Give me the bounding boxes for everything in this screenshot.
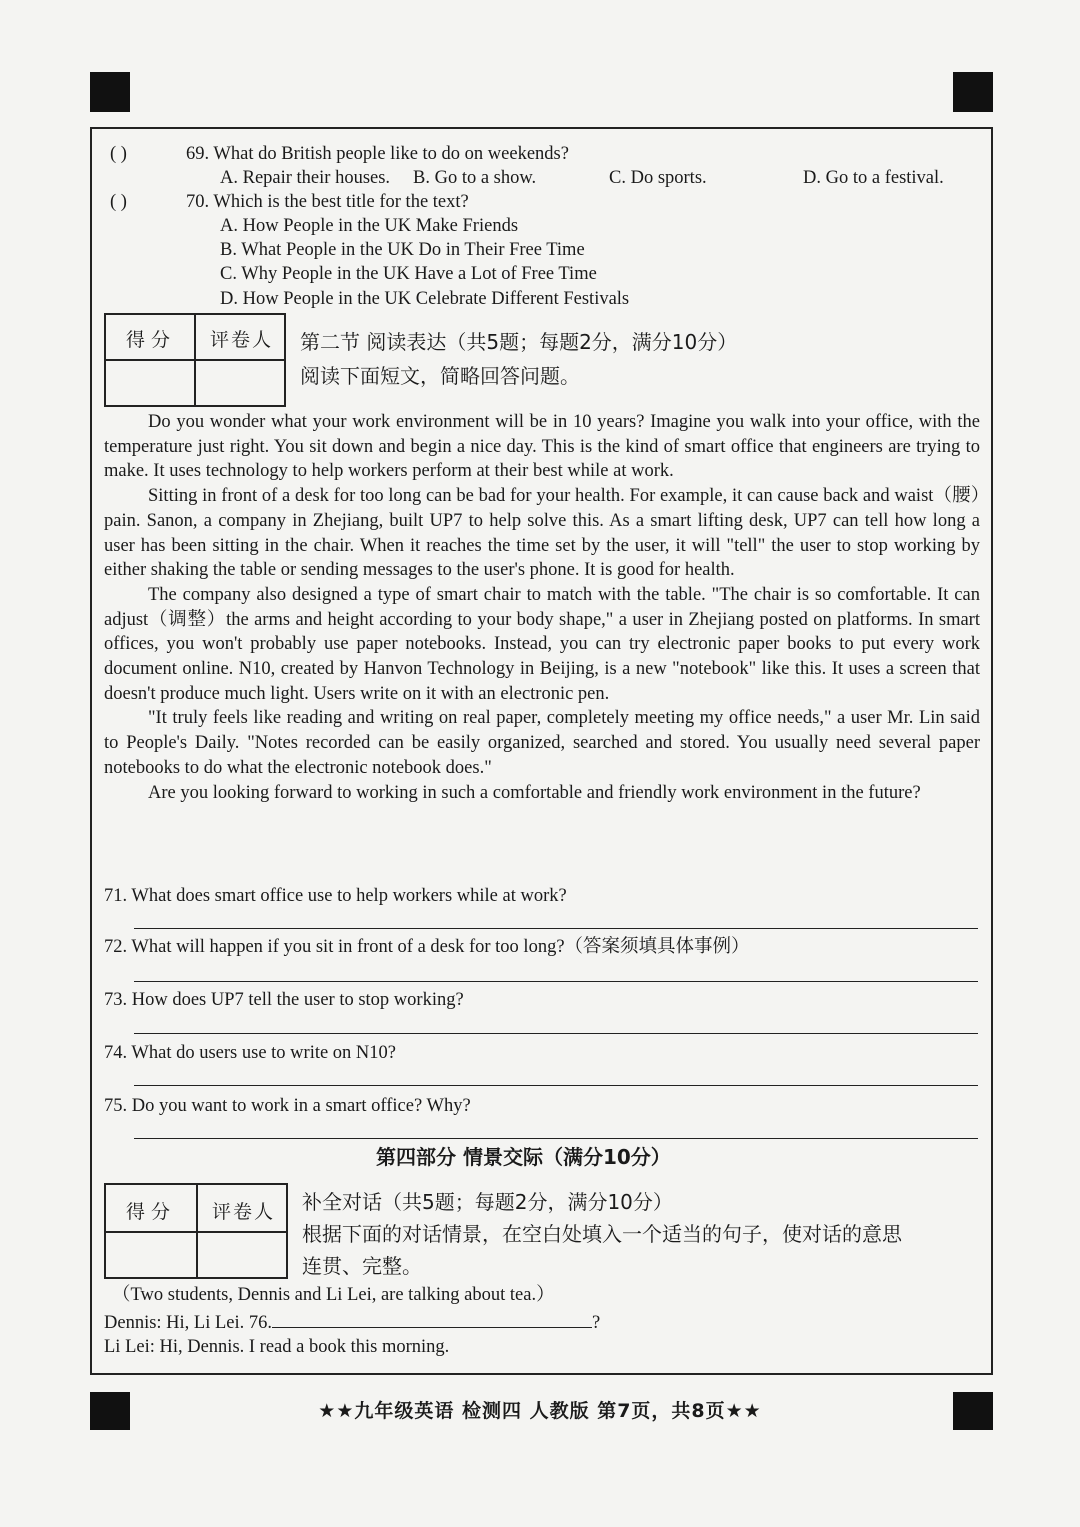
answer-line-73[interactable]: [134, 1033, 978, 1034]
dialogue-context: （Two students, Dennis and Li Lei, are talking about tea.）: [112, 1285, 555, 1305]
part4-subtitle: 补全对话（共5题；每题2分，满分10分）: [302, 1190, 673, 1214]
answer-line-71[interactable]: [134, 928, 978, 929]
answer-line-75[interactable]: [134, 1138, 978, 1139]
passage-paragraph-2: Sitting in front of a desk for too long can be bad for your health. For example, it can cause back and waist（腰）pain. Sanon, a company in Zhejiang, built UP7 to help solve this. As a smart lifting desk, UP7 can tell how long a user has been sitting in the chair. When it reaches the time set by the user, it will "tell" the user to stop working by either shaking the table or sending messages to the user's phone. It is good for health.: [104, 486, 980, 581]
answer-line-74[interactable]: [134, 1085, 978, 1086]
score-label: 得分: [126, 329, 177, 351]
part4-instruction-2: 连贯、完整。: [302, 1254, 422, 1278]
registration-mark-top-left: [90, 72, 130, 112]
grader-input-cell[interactable]: [198, 363, 284, 405]
score-input-cell[interactable]: [108, 363, 192, 405]
q70-option-d: D. How People in the UK Celebrate Different Festivals: [220, 289, 630, 309]
q70-option-b: B. What People in the UK Do in Their Free Time: [220, 240, 585, 260]
grader-label: 评卷人: [212, 1201, 276, 1223]
passage-paragraph-4: "It truly feels like reading and writing on real paper, completely meeting my office needs," a user Mr. Lin said to People's Daily. "Notes recorded can be easily organized, searched and stored. You usually need several paper notebooks to do what the electronic notebook does.": [104, 708, 980, 778]
score-input-cell[interactable]: [108, 1235, 194, 1277]
question-72: 72. What will happen if you sit in front of a desk for too long?（答案须填具体事例）: [104, 937, 750, 957]
q69-stem: 69. What do British people like to do on weekends?: [186, 144, 569, 164]
score-label: 得分: [126, 1201, 177, 1223]
q69-option-b: B. Go to a show.: [413, 168, 537, 188]
q69-option-c: C. Do sports.: [609, 168, 707, 188]
q70-option-c: C. Why People in the UK Have a Lot of Free Time: [220, 264, 597, 284]
question-74: 74. What do users use to write on N10?: [104, 1043, 397, 1063]
q69-answer-paren[interactable]: ( ): [110, 144, 127, 164]
q70-stem: 70. Which is the best title for the text?: [186, 192, 469, 212]
dialogue-line-2: Li Lei: Hi, Dennis. I read a book this morning.: [104, 1337, 450, 1357]
section2-instruction: 阅读下面短文，简略回答问题。: [300, 364, 580, 388]
q70-option-a: A. How People in the UK Make Friends: [220, 216, 519, 236]
answer-line-72[interactable]: [134, 981, 978, 982]
question-75: 75. Do you want to work in a smart office? Why?: [104, 1096, 471, 1116]
section2-title: 第二节 阅读表达（共5题；每题2分，满分10分）: [300, 330, 738, 354]
q69-option-a: A. Repair their houses.: [220, 168, 391, 188]
passage-paragraph-1: Do you wonder what your work environment will be in 10 years? Imagine you walk into your office, with the temperature just right. You sit down and begin a nice day. This is the kind of smart office that engineers are trying to make. It uses technology to help workers perform at their best while at work.: [104, 412, 980, 482]
reading-passage: [104, 410, 980, 805]
passage-paragraph-3: The company also designed a type of smart chair to match with the table. "The chair is so comfortable. It can adjust（调整）the arms and height according to your body shape," a user in Zhejiang posted on platforms. In smart offices, you won't probably use paper notebooks. Instead, you can try electronic paper books to put every work document online. N10, created by Hanvon Technology in Beijing, is a new "notebook" like this. It uses a screen that doesn't produce much light. Users write on it with an electronic pen.: [104, 584, 980, 704]
q69-option-d: D. Go to a festival.: [803, 168, 944, 188]
passage-paragraph-5: Are you looking forward to working in such a comfortable and friendly work environment in the future?: [148, 782, 921, 803]
question-71: 71. What does smart office use to help workers while at work?: [104, 886, 567, 906]
question-73: 73. How does UP7 tell the user to stop working?: [104, 990, 464, 1010]
part4-instruction-1: 根据下面的对话情景，在空白处填入一个适当的句子，使对话的意思: [302, 1222, 902, 1246]
page-footer: ★★九年级英语 检测四 人教版 第7页，共8页★★: [318, 1400, 762, 1422]
grader-input-cell[interactable]: [200, 1235, 286, 1277]
score-box-section2: [104, 313, 286, 407]
grader-label: 评卷人: [210, 329, 274, 351]
dialogue-line-76: [104, 1309, 600, 1335]
answer-blank-76[interactable]: [272, 1309, 592, 1328]
part4-title: 第四部分 情景交际（满分10分）: [376, 1145, 671, 1169]
q70-answer-paren[interactable]: ( ): [110, 192, 127, 212]
dialogue-line1-suffix: ?: [592, 1313, 601, 1333]
dialogue-line1-prefix: Dennis: Hi, Li Lei. 76.: [104, 1313, 273, 1333]
score-box-part4: [104, 1183, 288, 1279]
registration-mark-top-right: [953, 72, 993, 112]
